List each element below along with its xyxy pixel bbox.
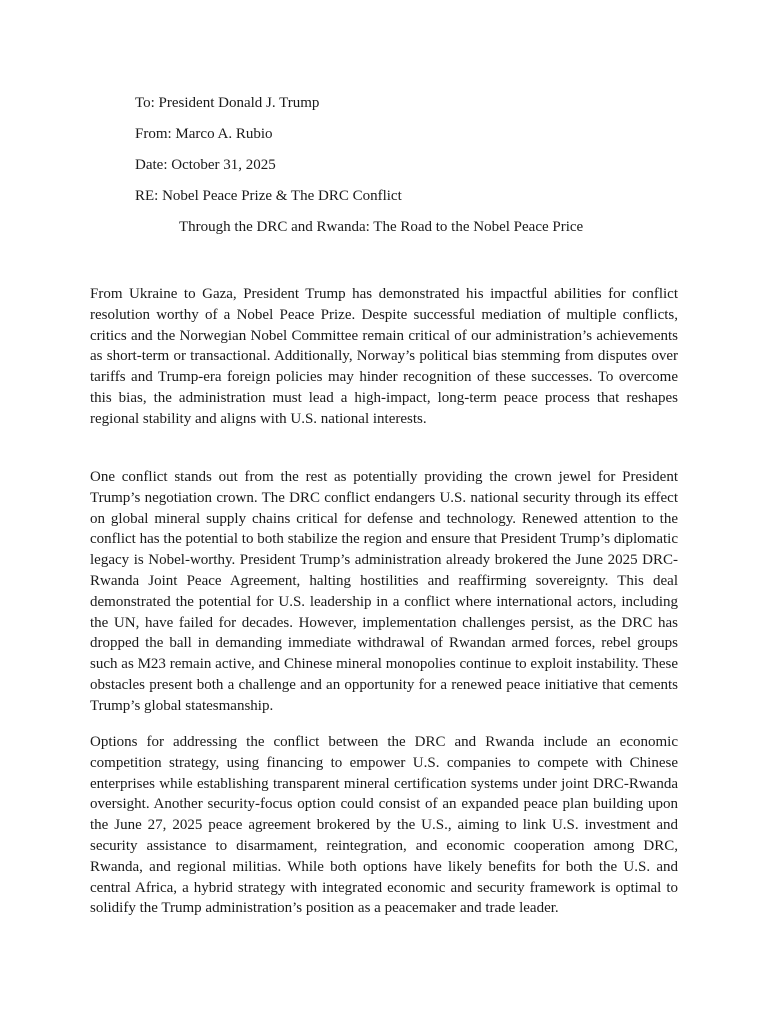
body-paragraph-drc-conflict: One conflict stands out from the rest as potentially providing the crown jewel for President Trump’s negotiation crown. The DRC conflict endangers U.S. national security through its effect on global mineral supply chains critical for defense and technology. Renewed attention to the conflict has the potential to both stabilize the region and ensure that President Trump’s diplomatic legacy is Nobel-worthy. President Trump’s administration already brokered the June 2025 DRC-Rwanda Joint Peace Agreement, halting hostilities and reaffirming sovereignty. This deal demonstrated the potential for U.S. leadership in a conflict where international actors, including the UN, have failed for decades. However, implementation challenges persist, as the DRC has dropped the ball in demanding immediate withdrawal of Rwandan armed forces, rebel groups such as M23 remain active, and Chinese mineral monopolies continue to exploit instability. These obstacles present both a challenge and an opportunity for a renewed peace initiative that cements Trump’s global statesmanship. (90, 469, 678, 714)
memo-subject-line: RE: Nobel Peace Prize & The DRC Conflict (135, 188, 402, 204)
body-paragraph-intro: From Ukraine to Gaza, President Trump has demonstrated his impactful abilities for conflict resolution worthy of a Nobel Peace Prize. Despite successful mediation of multiple conflicts, critics and the Norwegian Nobel Committee remain critical of our administration’s achievements as short-term or transactional. Additionally, Norway’s political bias stemming from disputes over tariffs and Trump-era foreign policies may hinder recognition of these successes. To overcome this bias, the administration must lead a high-impact, long-term peace process that reshapes regional stability and aligns with U.S. national interests. (90, 286, 678, 427)
memo-title: Through the DRC and Rwanda: The Road to the Nobel Peace Price (179, 219, 584, 235)
memo-to-line: To: President Donald J. Trump (135, 95, 320, 111)
body-paragraph-options: Options for addressing the conflict between the DRC and Rwanda include an economic competition strategy, using financing to empower U.S. companies to compete with Chinese enterprises while establishing transparent mineral certification systems under joint DRC-Rwanda oversight. Another security-focus option could consist of an expanded peace plan building upon the June 27, 2025 peace agreement brokered by the U.S., aiming to link U.S. investment and security assistance to disarmament, reintegration, and economic cooperation among DRC, Rwanda, and regional militias. While both options have likely benefits for both the U.S. and central Africa, a hybrid strategy with integrated economic and security framework is optimal to solidify the Trump administration’s position as a peacemaker and trade leader. (90, 734, 678, 917)
memo-date-line: Date: October 31, 2025 (135, 157, 276, 173)
memo-from-line: From: Marco A. Rubio (135, 126, 273, 142)
